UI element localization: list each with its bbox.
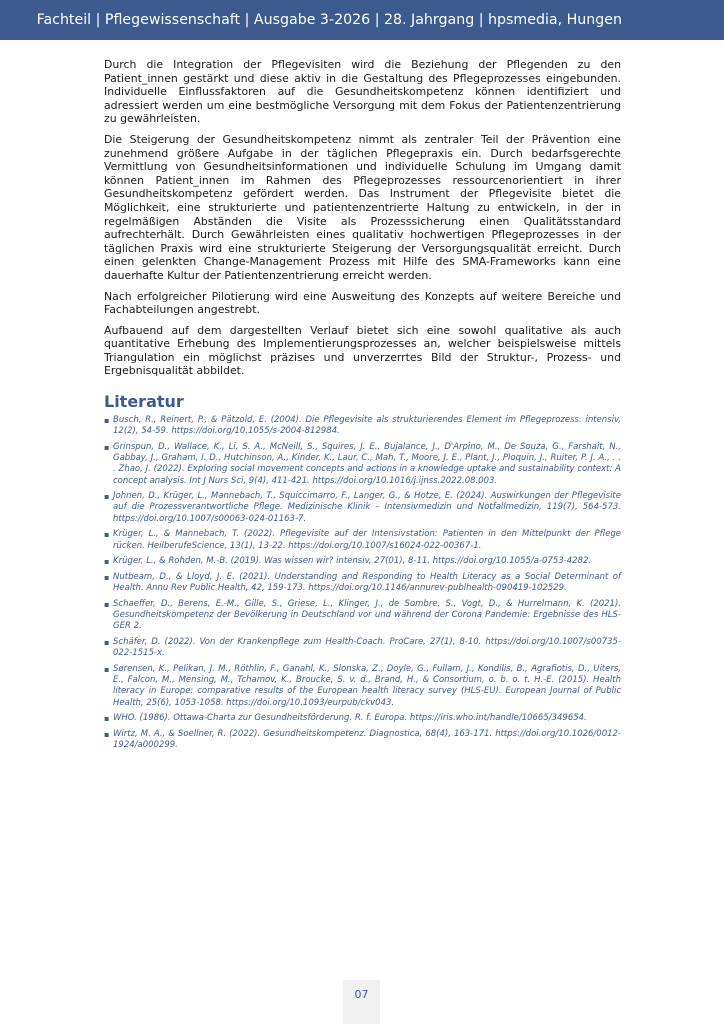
reference-item — [104, 599, 621, 633]
reference-item — [104, 442, 621, 487]
body-paragraph: Die Steigerung der Gesundheitskompetenz nimmt als zentraler Teil der Prävention eine zunehmend größere Aufgabe in der täglichen Pflegepraxis ein. Durch bedarfsgerechte Vermittlung von Gesundheitsinformationen und individuelle Schulung im Umgang damit können Patient_innen im Rahmen des Pflegeprozesses ressourcenorientiert in ihrer Gesundheitskompetenz gefördert werden. Das Instrument der Pflegevisite bietet die Möglichkeit, eine strukturierte und patientenzentrierte Haltung zu entwickeln, in der in regelmäßigen Abständen die Visite als Prozesssicherung einen Qualitätsstandard aufrechterhält. Durch Gewährleisten eines qualitativ hochwertigen Pflegeprozesses in der täglichen Praxis wird eine strukturierte Steigerung der Versorgungsqualität erreicht. Durch einen gelenkten Change-Management Prozess mit Hilfe des SMA-Frameworks kann eine dauerhafte Kultur der Patientenzentrierung erreicht werden. — [104, 132, 621, 282]
bullet-icon: ▪ — [104, 492, 110, 502]
bullet-icon: ▪ — [104, 557, 110, 567]
reference-text: Krüger, L., & Rohden, M.-B. (2019). Was wissen wir? intensiv, 27(01), 8-11. https://doi.org/10.1055/a-0753-4282. — [113, 556, 592, 567]
bullet-icon: ▪ — [104, 729, 110, 739]
bullet-icon: ▪ — [104, 573, 110, 582]
reference-item — [104, 637, 621, 659]
reference-text: WHO. (1986). Ottawa-Charta zur Gesundheitsförderung. R. f. Europa. https://iris.who.int/handle/10665/349654. — [113, 713, 587, 724]
reference-text: Wirtz, M. A., & Soellner, R. (2022). Gesundheitskompetenz. Diagnostica, 68(4), 163-171. https://doi.org/10.1026/0012-1924/a000299. — [113, 728, 621, 751]
reference-text: Johnen, D., Krüger, L., Mannebach, T., Squiccimarro, F., Langer, G., & Hotze, E. (2024). Auswirkungen der Pflegevisite auf die Prozessverantwortliche Pflege. Medizinische Klinik – Intensivmedizin und Notfallmedizin, 119(7), 564-573. https://doi.org/10.1007/s00063-024-01163-7. — [113, 491, 621, 524]
bullet-icon: ▪ — [104, 416, 110, 426]
reference-item — [104, 713, 621, 724]
reference-text: Nutbeam, D., & Lloyd, J. E. (2021). Understanding and Responding to Health Literacy as a Social Determinant of Health. Annu Rev Public Health, 42, 159-173. https://doi.org/10.1146/annurev-publhealth-090419-102529. — [113, 572, 621, 594]
bullet-icon: ▪ — [104, 530, 110, 540]
reference-text: Grinspun, D., Wallace, K., Li, S. A., McNeill, S., Squires, J. E., Bujalance, J., D'Arpino, M., De Souza, G., Farshait, N., Gabbay, J., Graham, I. D., Hutchinson, A., Kinder, K., Laur, C., Mah, T., Moore, J. E., Plant, J., Ploquin, J., Ruiter, P. J. A., . . . Zhao, J. (2022). Exploring social movement concepts and actions in a knowledge uptake and sustainability context: A concept analysis. Int J Nurs Sci, 9(4), 411-421. https://doi.org/10.1016/j.ijnss.2022.08.003. — [113, 441, 621, 486]
header-text: Fachteil | Pflegewissenschaft | Ausgabe 3-2026 | 28. Jahrgang | hpsmedia, Hungen — [36, 12, 622, 28]
reference-text: Busch, R., Reinert, P., & Pätzold, E. (2004). Die Pflegevisite als strukturierendes Element im Pflegeprozess. intensiv, 12(2), 54-59. https://doi.org/10.1055/s-2004-812984. — [113, 415, 621, 437]
bullet-icon: ▪ — [104, 442, 110, 452]
literature-heading: Literatur — [104, 392, 184, 412]
reference-item — [104, 529, 621, 551]
reference-text: Schäfer, D. (2022). Von der Krankenpflege zum Health-Coach. ProCare, 27(1), 8-10. https://doi.org/10.1007/s00735-022-1515-x. — [113, 637, 621, 659]
reference-item — [104, 415, 621, 437]
page-number-tab — [343, 980, 380, 1024]
body-paragraph: Nach erfolgreicher Pilotierung wird eine Ausweitung des Konzepts auf weitere Bereiche und Fachabteilungen angestrebt. — [104, 289, 621, 317]
reference-item — [104, 729, 621, 751]
reference-list — [104, 415, 621, 751]
body-paragraph: Durch die Integration der Pflegevisiten wird die Beziehung der Pflegenden zu den Patient_innen gestärkt und diese aktiv in die Gestaltung des Pflegeprozesses eingebunden. Individuelle Einflussfaktoren auf die Gesundheitskompetenz können identifiziert und adressiert werden um eine bestmögliche Versorgung mit dem Fokus der Patientenzentrierung zu gewährleisten. — [104, 58, 621, 126]
reference-text: Sørensen, K., Pelikan, J. M., Röthlin, F., Ganahl, K., Slonska, Z., Doyle, G., Fullam, J., Kondilis, B., Agrafiotis, D., Uiters, E., Falcon, M., Mensing, M., Tchamov, K., Broucke, S. v. d., Brand, H., & Consortium, o. b. o. t. H.-E. (2015). Health literacy in Europe: comparative results of the European health literacy survey (HLS-EU). European Journal of Public Health, 25(6), 1053-1058. https://doi.org/10.1093/eurpub/ckv043. — [113, 663, 621, 708]
main-content — [104, 58, 621, 756]
bullet-icon: ▪ — [104, 638, 110, 648]
reference-text: Krüger, L., & Mannebach, T. (2022). Pflegevisite auf der Intensivstation: Patienten in den Mittelpunkt der Pflege rücken. HeilberufeScience, 13(1), 13-22. https://doi.org/10.1007/s16024-022-00367-1. — [113, 529, 621, 551]
reference-item — [104, 664, 621, 709]
bullet-icon: ▪ — [104, 664, 110, 674]
page-header — [0, 0, 724, 40]
reference-text: Schaeffer, D., Berens, E.-M., Gille, S., Griese, L., Klinger, J., de Sombre, S., Vogt, D., & Hurrelmann, K. (2021). Gesundheitskompetenz der Bevölkerung in Deutschland vor und während der Corona Pandemie: Ergebnisse des HLS-GER 2. — [113, 598, 621, 632]
body-paragraph: Aufbauend auf dem dargestellten Verlauf bietet sich eine sowohl qualitative als auch quantitative Erhebung des Implementierungsprozesses an, welcher beispielsweise mittels Triangulation ein möglichst präzises und unverzerrtes Bild der Struktur-, Prozess- und Ergebnisqualität abbildet. — [104, 323, 621, 378]
reference-item — [104, 556, 621, 567]
reference-item — [104, 572, 621, 594]
bullet-icon: ▪ — [104, 714, 110, 724]
reference-item — [104, 491, 621, 525]
page-number: 07 — [354, 988, 369, 1001]
bullet-icon: ▪ — [104, 599, 110, 609]
